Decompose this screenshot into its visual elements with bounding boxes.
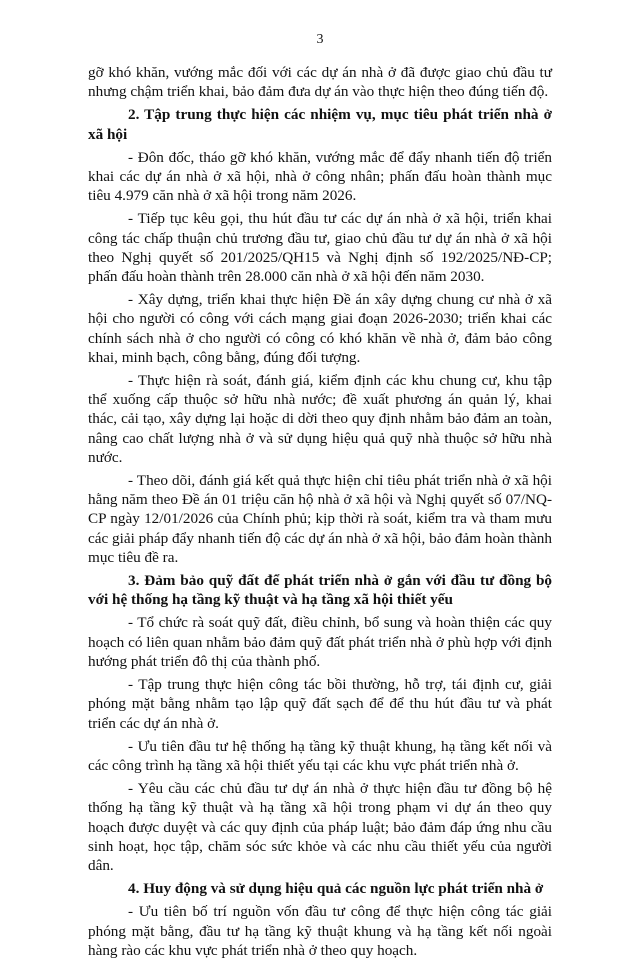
section-heading: 3. Đảm bảo quỹ đất để phát triển nhà ở gắn với đầu tư đồng bộ với hệ thống hạ tầng kỹ thuật và hạ tầng xã hội thiết yếu (88, 572, 552, 609)
paragraph: - Yêu cầu các chủ đầu tư dự án nhà ở thực hiện đầu tư đồng bộ hệ thống hạ tầng kỹ thuật và hạ tầng xã hội trong phạm vi dự án theo quy hoạch được duyệt và các quy định của pháp luật; bảo đảm đáp ứng nhu cầu sinh hoạt, học tập, chăm sóc sức khỏe và các nhu cầu thiết yếu của người dân. (88, 780, 552, 874)
document-body (88, 63, 552, 964)
paragraph: - Xây dựng, triển khai thực hiện Đề án xây dựng chung cư nhà ở xã hội cho người có công với cách mạng giai đoạn 2026-2030; triển khai các chính sách nhà ở cho người có công có khó khăn về nhà ở, đảm bảo công khai, minh bạch, công bằng, đúng đối tượng. (88, 291, 552, 366)
paragraph: - Ưu tiên bố trí nguồn vốn đầu tư công để thực hiện công tác giải phóng mặt bằng, đầu tư hạ tầng kỹ thuật khung và hạ tầng kết nối ngoài hàng rào các khu vực phát triển nhà ở theo quy hoạch. (88, 903, 552, 959)
paragraph: - Tổ chức rà soát quỹ đất, điều chỉnh, bổ sung và hoàn thiện các quy hoạch có liên quan nhằm bảo đảm quỹ đất phát triển nhà ở phù hợp với định hướng phát triển đô thị của thành phố. (88, 614, 552, 670)
paragraph: - Theo dõi, đánh giá kết quả thực hiện chỉ tiêu phát triển nhà ở xã hội hằng năm theo Đề án 01 triệu căn hộ nhà ở xã hội và Nghị quyết số 07/NQ-CP ngày 12/01/2026 của Chính phủ; kịp thời rà soát, kiểm tra và tham mưu các giải pháp đẩy nhanh tiến độ các dự án nhà ở xã hội, bảo đảm hoàn thành mục tiêu đề ra. (88, 472, 552, 566)
paragraph: - Ưu tiên đầu tư hệ thống hạ tầng kỹ thuật khung, hạ tầng kết nối và các công trình hạ tầng xã hội thiết yếu tại các khu vực phát triển nhà ở. (88, 737, 552, 774)
paragraph: - Tập trung thực hiện công tác bồi thường, hỗ trợ, tái định cư, giải phóng mặt bằng nhằm tạo lập quỹ đất sạch để để thu hút đầu tư và phát triển các dự án nhà ở. (88, 676, 552, 732)
page-number: 3 (316, 32, 324, 47)
paragraph: - Đôn đốc, tháo gỡ khó khăn, vướng mắc để đẩy nhanh tiến độ triển khai các dự án nhà ở xã hội, nhà ở công nhân; phấn đấu hoàn thành mục tiêu 4.979 căn nhà ở xã hội trong năm 2026. (88, 148, 552, 205)
paragraph: - Thực hiện rà soát, đánh giá, kiểm định các khu chung cư, khu tập thể xuống cấp thuộc sở hữu nhà nước; đề xuất phương án quản lý, khai thác, cải tạo, xây dựng lại hoặc di dời theo quy định nhằm bảo đảm an toàn, nâng cao chất lượng nhà ở và sử dụng hiệu quả quỹ nhà thuộc sở hữu nhà nước. (88, 372, 552, 466)
section-heading: 4. Huy động và sử dụng hiệu quả các nguồn lực phát triển nhà ở (128, 880, 544, 898)
paragraph: gỡ khó khăn, vướng mắc đối với các dự án nhà ở đã được giao chủ đầu tư nhưng chậm triển khai, bảo đảm đưa dự án vào thực hiện theo đúng tiến độ. (88, 64, 552, 101)
section-heading: 2. Tập trung thực hiện các nhiệm vụ, mục tiêu phát triển nhà ở xã hội (88, 106, 552, 143)
paragraph: - Tiếp tục kêu gọi, thu hút đầu tư các dự án nhà ở xã hội, triển khai công tác chấp thuận chủ trương đầu tư, giao chủ đầu tư dự án nhà ở xã hội theo Nghị quyết số 201/2025/QH15 và Nghị định số 192/2025/NĐ-CP; phấn đấu hoàn thành trên 28.000 căn nhà ở xã hội đến năm 2030. (88, 210, 552, 286)
